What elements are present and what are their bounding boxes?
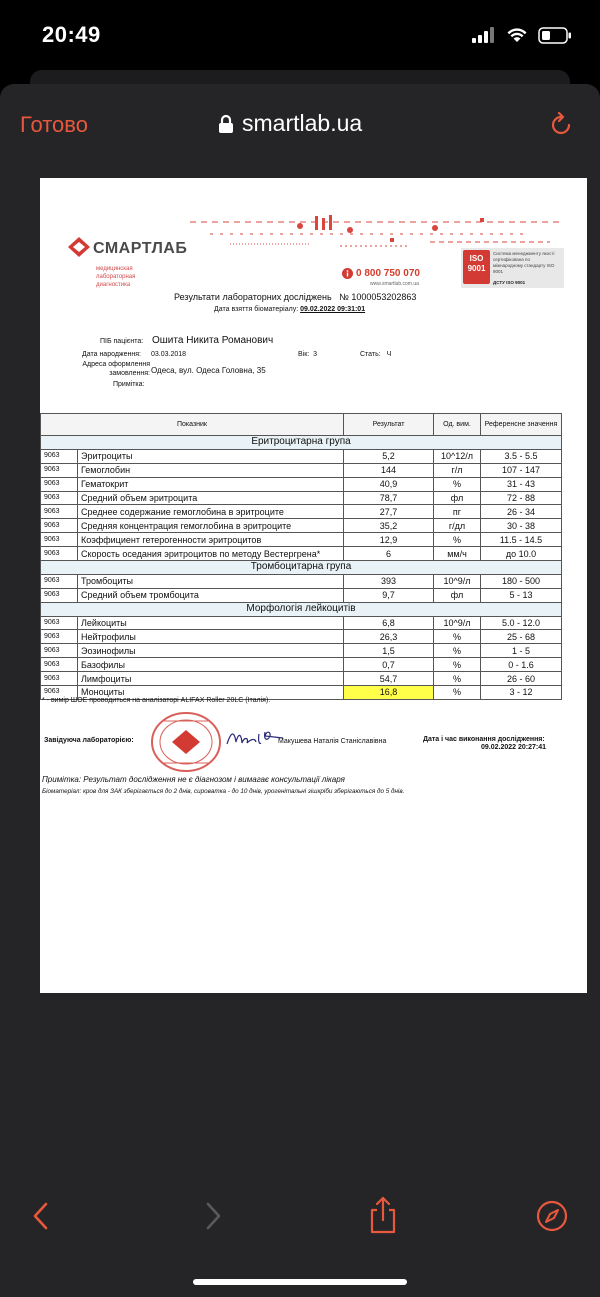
completion-date: 09.02.2022 20:27:41 bbox=[481, 744, 546, 751]
cell-name: Лимфоциты bbox=[78, 672, 344, 686]
cell-code: 9063 bbox=[41, 547, 78, 561]
cell-name: Коэффициент гетерогенности эритроцитов bbox=[78, 533, 344, 547]
cell-name: Средняя концентрация гемоглобина в эритроците bbox=[78, 519, 344, 533]
status-bar bbox=[0, 0, 600, 70]
iso-badge-line: 9001 bbox=[467, 264, 486, 273]
cell-code: 9063 bbox=[41, 616, 78, 630]
cell-result: 0,7 bbox=[344, 658, 434, 672]
cell-unit: 10^9/л bbox=[434, 616, 481, 630]
info-icon bbox=[342, 268, 353, 279]
table-header-row bbox=[41, 414, 562, 436]
table-row bbox=[41, 574, 562, 588]
header-unit: Од. вим. bbox=[434, 414, 481, 436]
iso-description: Система менеджменту якості сертифікована по міжнародному стандарту ISO 9001 bbox=[493, 251, 555, 274]
cell-unit: 10^9/л bbox=[434, 574, 481, 588]
header-indicator: Показник bbox=[41, 414, 344, 436]
age-value: 3 bbox=[313, 351, 318, 358]
cell-result: 144 bbox=[344, 463, 434, 477]
head-of-lab-name: Макушева Наталія Станіславівна bbox=[278, 738, 387, 745]
table-row bbox=[41, 547, 562, 561]
table-row bbox=[41, 491, 562, 505]
cell-name: Эритроциты bbox=[78, 449, 344, 463]
results-body bbox=[41, 436, 562, 700]
cell-unit: фл bbox=[434, 491, 481, 505]
cell-code: 9063 bbox=[41, 686, 78, 700]
cell-reference: 31 - 43 bbox=[481, 477, 562, 491]
report-title bbox=[174, 292, 416, 302]
hotline-phone: 0 800 750 070 bbox=[356, 268, 420, 279]
logo-subtitle-line: лабораторная bbox=[96, 274, 136, 280]
cell-unit: г/л bbox=[434, 463, 481, 477]
cell-name: Средний объем эритроцита bbox=[78, 491, 344, 505]
table-row bbox=[41, 449, 562, 463]
cell-unit: % bbox=[434, 477, 481, 491]
table-row bbox=[41, 533, 562, 547]
cell-name: Нейтрофилы bbox=[78, 630, 344, 644]
cell-result: 6,8 bbox=[344, 616, 434, 630]
cell-result: 16,8 bbox=[344, 686, 434, 700]
cell-code: 9063 bbox=[41, 672, 78, 686]
cell-result: 40,9 bbox=[344, 477, 434, 491]
cell-code: 9063 bbox=[41, 588, 78, 602]
cell-unit: мм/ч bbox=[434, 547, 481, 561]
cellular-signal-icon bbox=[472, 27, 496, 43]
biomaterial-date-label: Дата взяття біоматеріалу: bbox=[214, 306, 299, 313]
cell-result: 393 bbox=[344, 574, 434, 588]
cell-unit: % bbox=[434, 533, 481, 547]
table-row bbox=[41, 505, 562, 519]
cell-reference: 180 - 500 bbox=[481, 574, 562, 588]
disclaimer: Примітка: Результат дослідження не є діагнозом і вимагає консультації лікаря bbox=[42, 775, 345, 784]
iso-dstu: ДСТУ ISO 9001 bbox=[493, 280, 526, 285]
cell-result: 78,7 bbox=[344, 491, 434, 505]
header-reference: Референсне значення bbox=[481, 414, 562, 436]
back-arrow-icon[interactable] bbox=[30, 1200, 52, 1232]
storage-note: Біоматеріал: кров для ЗАК зберігається до 2 днів, сироватка - до 10 днів, урогенітальні зішкріби зберігаються до 5 днів. bbox=[42, 788, 405, 795]
cell-reference: 26 - 60 bbox=[481, 672, 562, 686]
cell-result: 54,7 bbox=[344, 672, 434, 686]
table-row bbox=[41, 588, 562, 602]
cell-reference: 30 - 38 bbox=[481, 519, 562, 533]
cell-name: Тромбоциты bbox=[78, 574, 344, 588]
status-time: 20:49 bbox=[42, 22, 101, 47]
age-label: Вік: bbox=[298, 351, 310, 358]
dob-value: 03.03.2018 bbox=[151, 351, 187, 358]
cell-result: 1,5 bbox=[344, 644, 434, 658]
cell-reference: 11.5 - 14.5 bbox=[481, 533, 562, 547]
logo-subtitle bbox=[96, 265, 135, 289]
table-row bbox=[41, 672, 562, 686]
address-label bbox=[76, 360, 150, 378]
results-table bbox=[40, 413, 562, 700]
sex-value: Ч bbox=[386, 351, 392, 358]
table-row bbox=[41, 463, 562, 477]
cell-reference: 3 - 12 bbox=[481, 686, 562, 700]
sex-label: Стать: bbox=[360, 351, 381, 358]
esr-footnote: * - вимір ШОЕ проводиться на аналізаторі ALIFAX Roller 20LC (Італія). bbox=[42, 697, 271, 704]
age bbox=[298, 351, 317, 358]
cell-unit: 10^12/л bbox=[434, 449, 481, 463]
cell-result: 9,7 bbox=[344, 588, 434, 602]
cell-reference: 5 - 13 bbox=[481, 588, 562, 602]
table-row bbox=[41, 658, 562, 672]
note-label: Примітка: bbox=[113, 381, 145, 388]
group-name: Еритроцитарна група bbox=[41, 436, 562, 450]
cell-code: 9063 bbox=[41, 533, 78, 547]
url-text: smartlab.ua bbox=[242, 110, 363, 136]
table-row bbox=[41, 616, 562, 630]
cell-result: 6 bbox=[344, 547, 434, 561]
table-row bbox=[41, 630, 562, 644]
cell-unit: % bbox=[434, 630, 481, 644]
cell-reference: 72 - 88 bbox=[481, 491, 562, 505]
cell-code: 9063 bbox=[41, 630, 78, 644]
cell-reference: 0 - 1.6 bbox=[481, 658, 562, 672]
table-row bbox=[41, 519, 562, 533]
cell-name: Гемоглобин bbox=[78, 463, 344, 477]
cell-name: Базофилы bbox=[78, 658, 344, 672]
cell-code: 9063 bbox=[41, 505, 78, 519]
address-label-line: Адреса оформлення bbox=[82, 361, 150, 368]
cell-reference: 1 - 5 bbox=[481, 644, 562, 658]
cell-unit: % bbox=[434, 686, 481, 700]
cell-name: Среднее содержание гемоглобина в эритроците bbox=[78, 505, 344, 519]
cell-unit: г/дл bbox=[434, 519, 481, 533]
lock-icon bbox=[218, 114, 234, 134]
cell-code: 9063 bbox=[41, 491, 78, 505]
report-number-label: № bbox=[339, 292, 349, 302]
logo-subtitle-line: диагностика bbox=[96, 282, 131, 288]
report-number: 1000053202863 bbox=[351, 292, 417, 302]
cell-result: 27,7 bbox=[344, 505, 434, 519]
header-result: Результат bbox=[344, 414, 434, 436]
signature bbox=[225, 728, 285, 750]
cell-result: 35,2 bbox=[344, 519, 434, 533]
patient-label: ПІБ пацієнта: bbox=[100, 338, 144, 345]
sex bbox=[360, 351, 391, 358]
cell-code: 9063 bbox=[41, 449, 78, 463]
logo-subtitle-line: медицинская bbox=[96, 266, 133, 272]
completion-label: Дата і час виконання дослідження: bbox=[423, 736, 545, 743]
table-row bbox=[41, 644, 562, 658]
battery-icon bbox=[538, 27, 572, 44]
biomaterial-date: 09.02.2022 09:31:01 bbox=[300, 306, 366, 313]
biomaterial-date-line bbox=[214, 306, 365, 313]
cell-reference: 5.0 - 12.0 bbox=[481, 616, 562, 630]
cell-name: Гематокрит bbox=[78, 477, 344, 491]
cell-code: 9063 bbox=[41, 658, 78, 672]
cell-result: 12,9 bbox=[344, 533, 434, 547]
cell-name: Лейкоциты bbox=[78, 616, 344, 630]
address-label-line: замовлення: bbox=[109, 370, 150, 377]
cell-name: Моноциты bbox=[78, 686, 344, 700]
cell-name: Средний объем тромбоцита bbox=[78, 588, 344, 602]
cell-unit: фл bbox=[434, 588, 481, 602]
group-header-row bbox=[41, 436, 562, 450]
group-name: Тромбоцитарна група bbox=[41, 561, 562, 575]
cell-reference: до 10.0 bbox=[481, 547, 562, 561]
cell-code: 9063 bbox=[41, 644, 78, 658]
wifi-icon bbox=[506, 27, 528, 43]
url-bar[interactable] bbox=[218, 110, 362, 137]
compass-icon[interactable] bbox=[536, 1200, 568, 1232]
table-row bbox=[41, 477, 562, 491]
patient-name: Ошита Никита Романович bbox=[152, 335, 274, 346]
address-value: Одеса, вул. Одеса Головна, 35 bbox=[151, 366, 266, 375]
home-indicator[interactable] bbox=[193, 1279, 407, 1285]
cell-unit: % bbox=[434, 658, 481, 672]
share-icon[interactable] bbox=[367, 1196, 399, 1234]
logo-name: СМАРТЛАБ bbox=[93, 240, 188, 257]
reload-icon[interactable] bbox=[550, 112, 574, 138]
done-button[interactable]: Готово bbox=[20, 112, 88, 137]
report-title-text: Результати лабораторних досліджень bbox=[174, 292, 332, 302]
smartlab-logo-icon bbox=[67, 236, 91, 258]
head-of-lab-label: Завідуюча лабораторією: bbox=[44, 737, 134, 744]
forward-arrow-icon[interactable] bbox=[202, 1200, 224, 1232]
group-name: Морфологія лейкоцитів bbox=[41, 602, 562, 616]
document-page bbox=[40, 178, 587, 993]
cell-code: 9063 bbox=[41, 574, 78, 588]
cell-reference: 26 - 34 bbox=[481, 505, 562, 519]
cell-reference: 3.5 - 5.5 bbox=[481, 449, 562, 463]
cell-name: Скорость оседания эритроцитов по методу Вестергрена* bbox=[78, 547, 344, 561]
iso-badge bbox=[463, 250, 490, 284]
cell-name: Эозинофилы bbox=[78, 644, 344, 658]
cell-unit: % bbox=[434, 644, 481, 658]
cell-reference: 25 - 68 bbox=[481, 630, 562, 644]
cell-unit: пг bbox=[434, 505, 481, 519]
dob-label: Дата народження: bbox=[82, 351, 141, 358]
group-header-row bbox=[41, 561, 562, 575]
iso-badge-line: ISO bbox=[469, 254, 484, 263]
cell-reference: 107 - 147 bbox=[481, 463, 562, 477]
cell-code: 9063 bbox=[41, 463, 78, 477]
cell-result: 26,3 bbox=[344, 630, 434, 644]
cell-result: 5,2 bbox=[344, 449, 434, 463]
cell-code: 9063 bbox=[41, 519, 78, 533]
cell-code: 9063 bbox=[41, 477, 78, 491]
group-header-row bbox=[41, 602, 562, 616]
website-text: www.smartlab.com.ua bbox=[370, 281, 419, 287]
laboratory-stamp bbox=[150, 711, 222, 773]
cell-unit: % bbox=[434, 672, 481, 686]
